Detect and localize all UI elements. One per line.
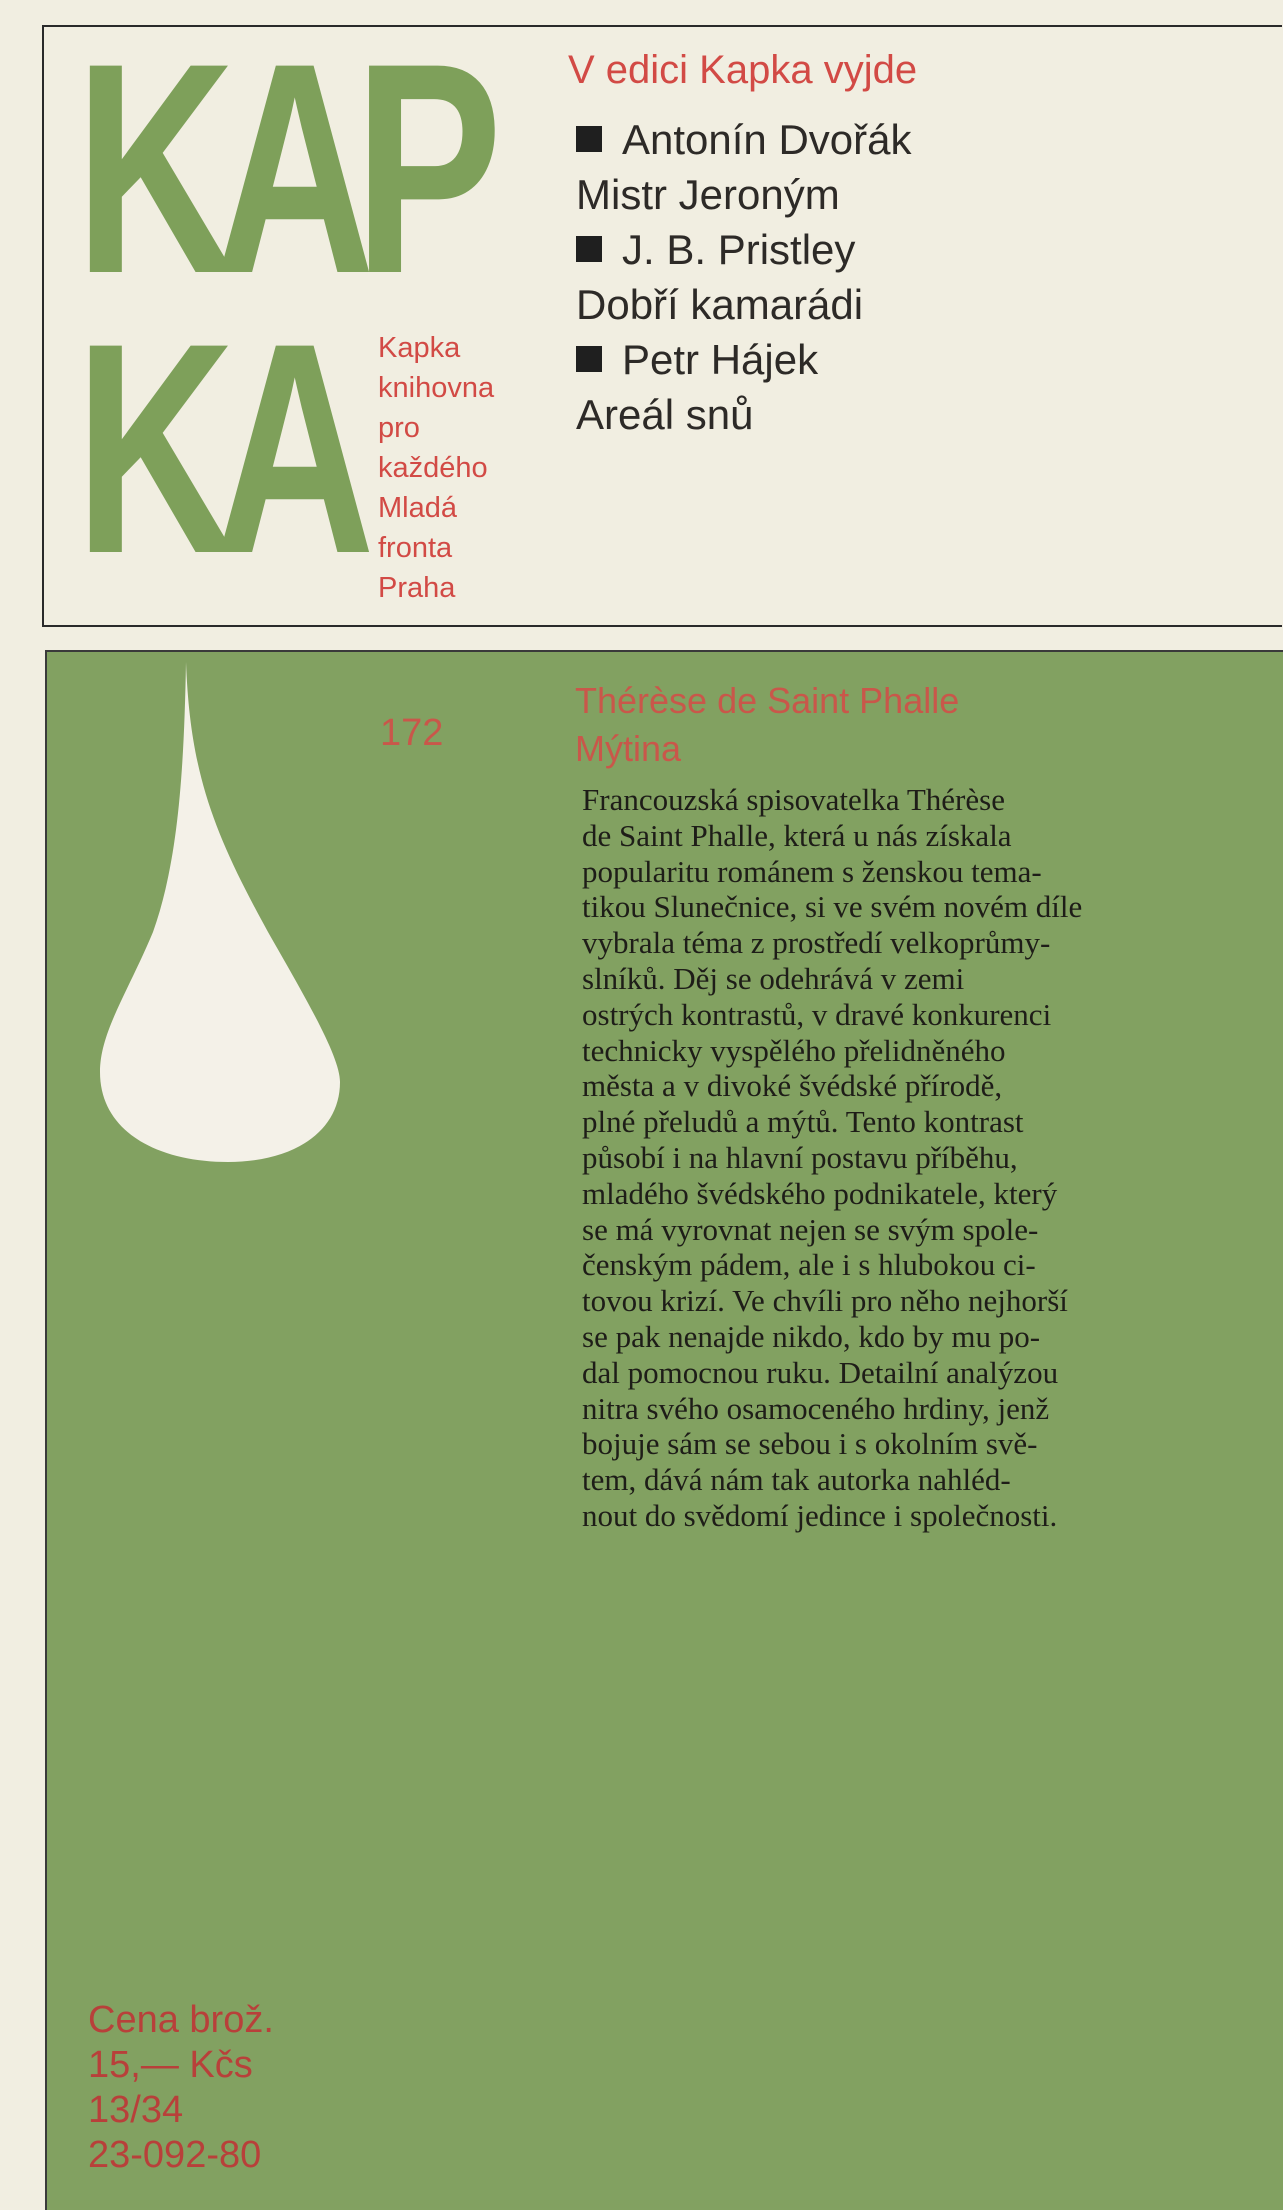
series-author-row	[576, 112, 912, 167]
description-line: nitra svého osamoceného hrdiny, jenž	[582, 1390, 1050, 1426]
book-description	[582, 782, 1222, 1534]
logo-line-2: KA	[75, 280, 355, 616]
description-line: čenským pádem, ale i s hlubokou ci-	[582, 1247, 1036, 1283]
series-author-row	[576, 332, 912, 387]
book-title: Mýtina	[575, 728, 682, 769]
imprint-line: fronta	[378, 532, 453, 564]
series-title: Dobří kamarádi	[576, 281, 864, 328]
imprint-line: knihovna	[378, 372, 495, 404]
description-line: de Saint Phalle, která u nás získala	[582, 817, 1012, 853]
imprint-line: pro	[378, 412, 420, 444]
description-line: se má vyrovnat nejen se svým spole-	[582, 1211, 1039, 1247]
series-heading: V edici Kapka vyjde	[568, 48, 918, 92]
series-author: Antonín Dvořák	[622, 116, 912, 163]
description-line: vybrala téma z prostředí velkoprůmy-	[582, 925, 1051, 961]
square-bullet-icon	[576, 346, 602, 372]
description-line: ostrých kontrastů, v dravé konkurenci	[582, 996, 1052, 1032]
description-line: mladého švédského podnikatele, který	[582, 1175, 1058, 1211]
series-list	[576, 112, 912, 442]
description-line: působí i na hlavní postavu příběhu,	[582, 1139, 1018, 1175]
price-value: 15,— Kčs	[88, 2044, 253, 2086]
square-bullet-icon	[576, 126, 602, 152]
series-title: Mistr Jeroným	[576, 171, 840, 218]
description-line: Francouzská spisovatelka Thérèse	[582, 782, 1005, 817]
imprint-line: každého	[378, 452, 488, 484]
series-author-row	[576, 222, 912, 277]
imprint-line: Mladá	[378, 492, 457, 524]
description-line: dal pomocnou ruku. Detailní analýzou	[582, 1354, 1059, 1390]
description-line: tovou krizí. Ve chvíli pro něho nejhorší	[582, 1283, 1068, 1319]
publication-code: 23-092-80	[88, 2134, 262, 2176]
series-author: Petr Hájek	[622, 336, 819, 383]
catalog-code: 13/34	[88, 2089, 184, 2131]
description-line: nout do svědomí jedince i společnosti.	[582, 1497, 1058, 1533]
description-line: bojuje sám se sebou i s okolním svě-	[582, 1426, 1038, 1462]
water-drop-icon	[78, 662, 368, 1162]
description-line: popularitu románem s ženskou tema-	[582, 853, 1042, 889]
description-line: města a v divoké švédské přírodě,	[582, 1068, 1003, 1104]
price-block	[88, 1998, 274, 2178]
description-line: slníků. Děj se odehrává v zemi	[582, 960, 965, 996]
imprint-line: Kapka	[378, 332, 461, 364]
book-author: Thérèse de Saint Phalle	[575, 680, 960, 721]
imprint-line: Praha	[378, 572, 456, 604]
description-line: tem, dává nám tak autorka nahléd-	[582, 1462, 1011, 1498]
description-line: se pak nenajde nikdo, kdo by mu po-	[582, 1318, 1041, 1354]
square-bullet-icon	[576, 236, 602, 262]
logo-line-1: KAP	[75, 0, 482, 336]
publisher-imprint	[378, 328, 494, 608]
series-title: Areál snů	[576, 391, 754, 438]
price-label: Cena brož.	[88, 1999, 274, 2041]
series-author: J. B. Pristley	[622, 226, 856, 273]
description-line: technicky vyspělého přelidněného	[582, 1032, 1006, 1068]
volume-number: 172	[380, 712, 444, 754]
description-line: plné přeludů a mýtů. Tento kontrast	[582, 1104, 1024, 1140]
description-line: tikou Slunečnice, si ve svém novém díle	[582, 889, 1083, 925]
